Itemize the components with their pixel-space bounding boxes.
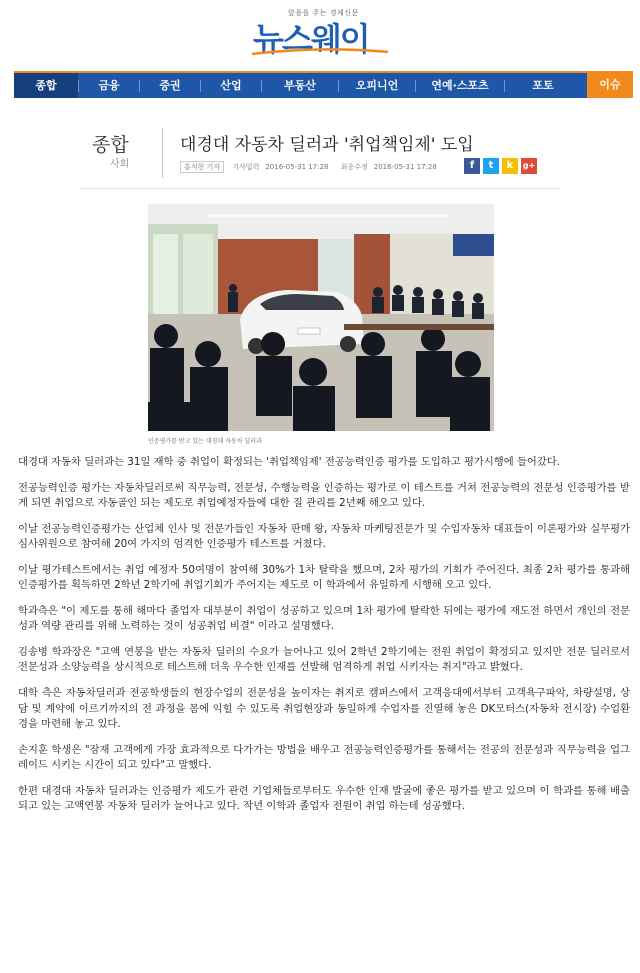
nav-item-opinion[interactable]: 오피니언 [355, 79, 399, 92]
nav-item-industry[interactable]: 산업 [220, 79, 242, 92]
kakaostory-icon[interactable]: k [502, 158, 518, 174]
facebook-icon[interactable]: f [464, 158, 480, 174]
updated-date: 2016-05-31 17:28 [373, 163, 437, 171]
header-rule [80, 188, 560, 189]
article-paragraph: 대학 측은 자동차딜러과 전공학생들의 현장수업의 전문성을 높이자는 취지로 캠퍼스에서 고객응대에서부터 고객욕구파악, 차량설명, 상담 및 계약에 이르기까지의 전 과정을 몸에 익힐 수 있도록 취업현장과 동일하게 수업자를 진열해 놓은 DK모터스(자동차 전시장) 수업환경을 마련해 놓고 있다. [18, 687, 630, 730]
site-logo[interactable]: 뉴스웨이 [253, 20, 369, 58]
article-paragraph: 한편 대경대 자동차 딜러과는 인증평가 제도가 관련 기업체들로부터도 우수한 인재 발굴에 좋은 평가를 받고 있으며 이 학과를 통해 배출되고 있는 고액연봉 자동차 딜러가 늘어나고 있다. 작년 이학과 졸업자 전원이 취업 하는데 성공했다. [18, 784, 630, 813]
site-header [0, 0, 640, 66]
article-photo [148, 204, 494, 431]
main-nav [14, 71, 633, 98]
nav-item-issue[interactable]: 이슈 [587, 71, 633, 98]
header-divider [162, 128, 163, 178]
updated-label: 최종수정 [340, 163, 368, 171]
article-paragraph: 이날 평가테스트에서는 취업 예정자 50여명이 참여해 30%가 1차 탈락을 했으며, 2차 평가의 기회가 주어진다. 최종 2차 평가를 통과해 인증평가를 획득하면 2학년 2학기에 취업기회가 주어지는 제도로 이 학과에서 유일하게 시행해 오고 있다. [18, 563, 630, 592]
google-plus-icon[interactable]: g+ [521, 158, 537, 174]
article-paragraph: 손지훈 학생은 "잠재 고객에게 가장 효과적으로 다가가는 방법을 배우고 전공능력인증평가를 통해서는 전공의 전문성과 직무능력을 업그레이드 시키는 시간이 되고 있다"고 말했다. [18, 743, 630, 771]
article-paragraph: 김송병 학과장은 "고액 연봉을 받는 자동차 딜러의 수요가 늘어나고 있어 2학년 2학기에는 전원 취업이 확정되고 있지만 전문 딜러로서 전문성과 소양능력을 상시적으로 테스트해 더욱 우수한 인재를 선발해 엄격하게 취업 시키자는 취지"라고 밝혔다. [18, 646, 630, 674]
article-paragraph: 이날 전공능력인증평가는 산업체 인사 및 전문가들인 자동차 판매 왕, 자동차 마케팅전문가 및 수입자동차 대표들이 이론평가와 실무평가 심사위원으로 참여해 20여 가지의 엄격한 인증평가 테스트를 거쳤다. [18, 522, 630, 551]
photo-caption: 인증평가를 받고 있는 대경대 자동차 딜러과 [148, 438, 262, 445]
nav-item-entertainment[interactable]: 연예·스포츠 [431, 79, 489, 92]
article-paragraph: 대경대 자동차 딜러과는 31일 재학 중 취업이 확정되는 '취업책임제' 전공능력인증 평가를 도입하고 평가시행에 들어갔다. [18, 456, 561, 468]
nav-item-photo[interactable]: 포토 [532, 79, 554, 92]
article-section[interactable]: 종합 [92, 134, 129, 156]
article-headline: 대경대 자동차 딜러과 '취업책임제' 도입 [180, 135, 474, 155]
nav-item-finance[interactable]: 금융 [98, 79, 120, 92]
published-date: 2016-05-31 17:28 [265, 163, 329, 171]
logo-swoosh-icon [250, 48, 390, 56]
article-writer[interactable]: 홍석현 기자 [180, 161, 224, 173]
nav-item-stock[interactable]: 증권 [159, 79, 181, 92]
site-tagline: 앞을을 주는 경제신문 [288, 9, 359, 17]
nav-item-realestate[interactable]: 부동산 [284, 79, 316, 92]
twitter-icon[interactable]: t [483, 158, 499, 174]
nav-item-general[interactable]: 종합 [14, 73, 78, 98]
article-paragraph: 전공능력인증 평가는 자동차딜러로써 직무능력, 전문성, 수행능력을 인증하는 평가로 이 테스트를 거쳐 전공능력의 전문성 인증평가를 받게 되면 취업으로 자동골인 되는 제도로 취업예정자들에 대한 질 관리를 2년째 해오고 있다. [18, 481, 630, 510]
article-meta [180, 162, 443, 172]
article-paragraph: 학과측은 "이 제도를 통해 해마다 졸업자 대부분이 취업이 성공하고 있으며 1차 평가에 탈락한 뒤에는 평가에 재도전 하면서 개인의 전문성과 역량 관리를 위해 노력하는 것이 성공취업 비결" 이라고 설명했다. [18, 605, 630, 633]
article-body [18, 455, 630, 825]
published-label: 기사입력 [232, 163, 260, 171]
article-subsection[interactable]: 사회 [110, 159, 130, 170]
